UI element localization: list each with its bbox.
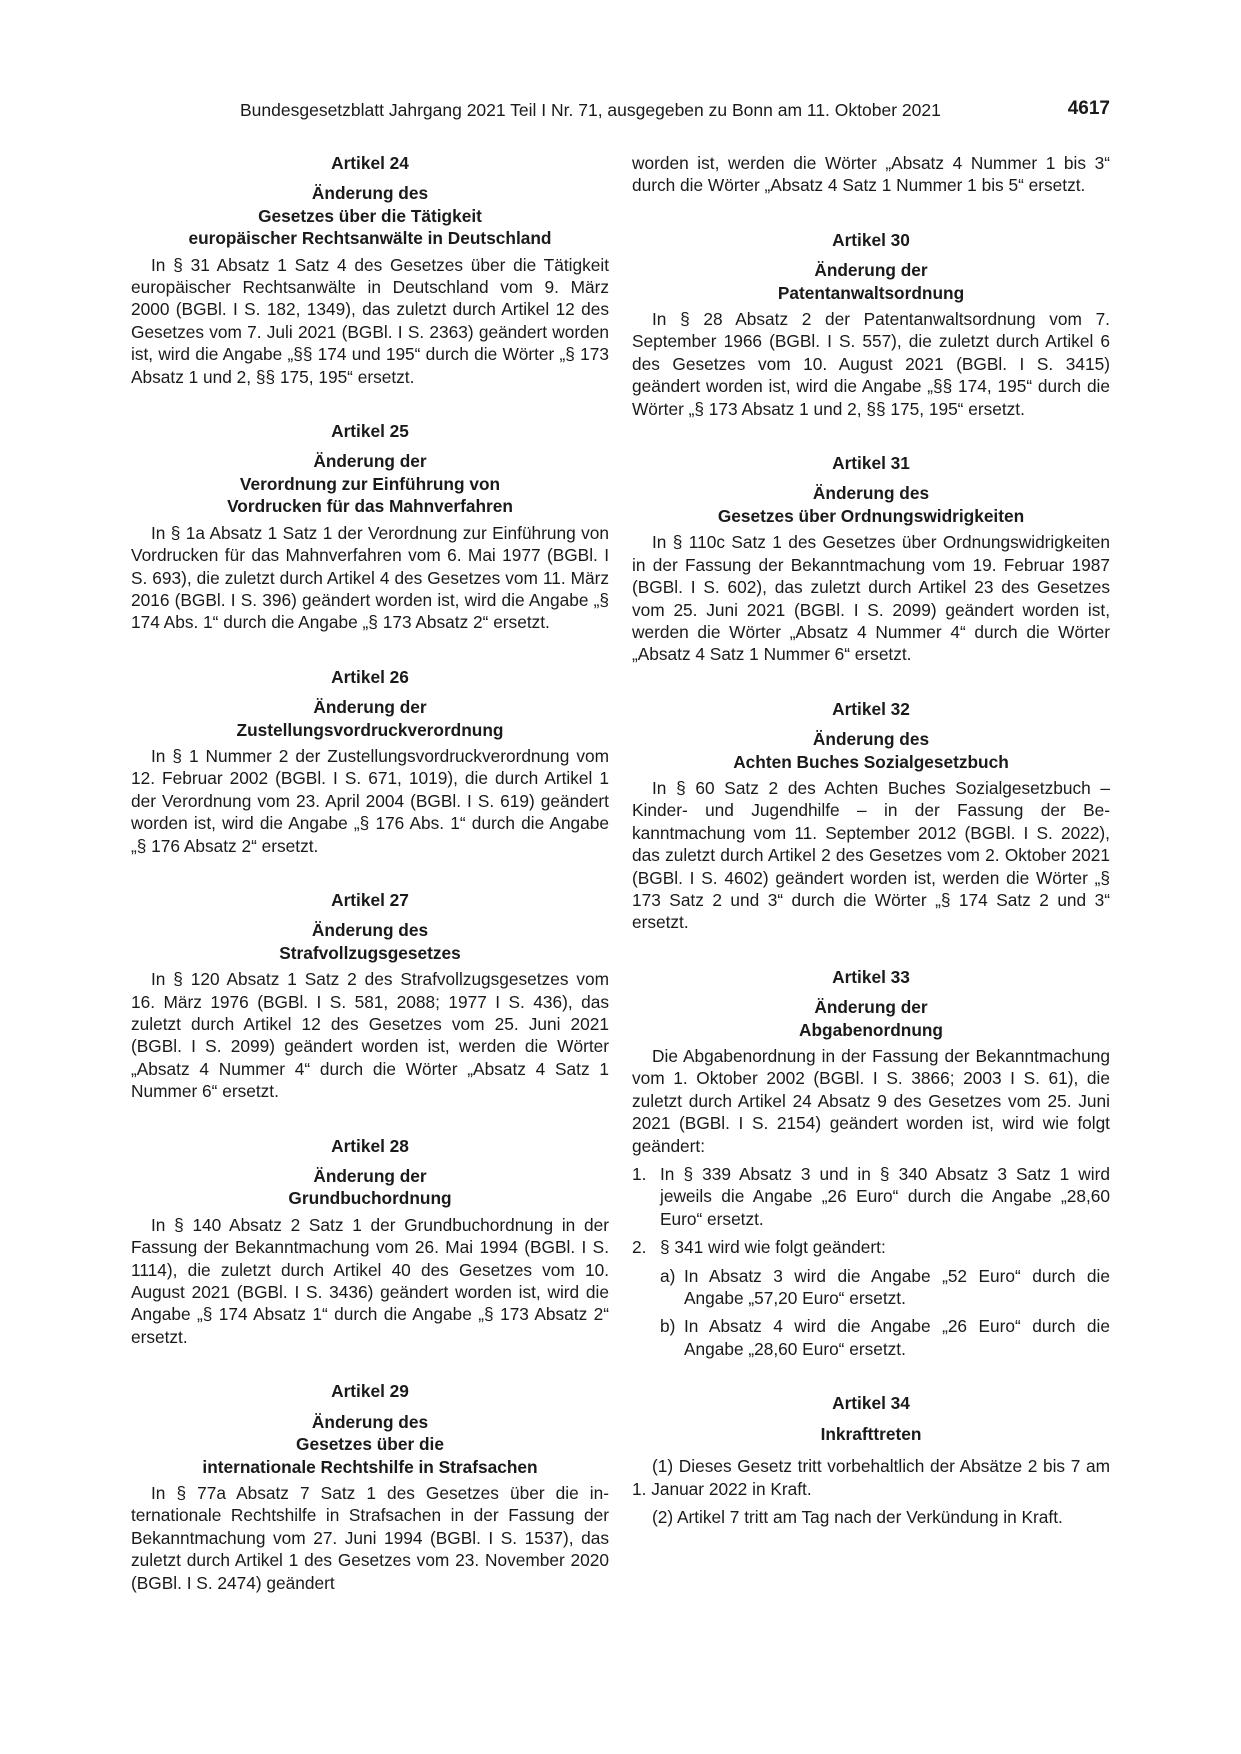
article-text: In § 120 Absatz 1 Satz 2 des Strafvollzugsgesetzes vom 16. März 1976 (BGBl. I S. 581, 2088; 1977 I S. 436), das zuletzt durch Artikel 12 des Gesetzes vom 25. Juni 2021 (BGBl. I S. 2099) geändert worden ist, werden die Wörter „Absatz 4 Nummer 4“ durch die Wörter „Absatz 4 Satz 1 Nummer 6“ ersetzt. (131, 969, 609, 1102)
article-text: Die Abgabenordnung in der Fassung der Bekanntmachung vom 1. Oktober 2002 (BGBl. I S. 3866; 2003 I S. 61), die zuletzt durch Artikel 24 Absatz 9 des Gesetzes vom 25. Juni 2021 (BGBl. I S. 2154) geändert worden ist, wird wie folgt geändert: (632, 1046, 1110, 1156)
sub-list (660, 1265, 1110, 1361)
article-26 (131, 666, 609, 857)
article-heading: Änderung der Grundbuchordnung (288, 1166, 452, 1209)
article-text: In § 1a Absatz 1 Satz 1 der Verordnung zur Einführung von Vordrucken für das Mahnverfahren vom 6. Mai 1977 (BGBl. I S. 693), die zuletzt durch Artikel 4 des Gesetzes vom 11. März 2016 (BGBl. I S. 396) geändert worden ist, wird die Angabe „§ 174 Abs. 1“ durch die Angabe „§ 173 Absatz 2“ ersetzt. (131, 522, 609, 633)
article-title: Artikel 28 (331, 1135, 409, 1156)
amendment-list (632, 1163, 1110, 1360)
list-item: 2. § 341 wird wie folgt geändert: a) In Absatz 3 wird die Angabe „52 Euro“ durch die Angabe „57,20 Euro“ ersetzt. b) In Absatz 4 wird die Angabe „26 Euro“ durch die Angabe „28,60 Euro“ ersetzt. (632, 1237, 1110, 1359)
article-text: In § 1 Nummer 2 der Zustellungsvordruckverordnung vom 12. Februar 2002 (BGBl. I S. 671, 1019), die durch Artikel 1 der Verordnung vom 23. April 2004 (BGBl. I S. 619) geändert worden ist, wird die Angabe „§ 176 Abs. 1“ durch die Angabe „§ 176 Absatz 2“ ersetzt. (131, 745, 609, 856)
list-item: b) In Absatz 4 wird die Angabe „26 Euro“ durch die Angabe „28,60 Euro“ ersetzt. (660, 1316, 1110, 1359)
page-header (240, 100, 1110, 126)
article-heading: Änderung der Verordnung zur Einführung von Vordrucken für das Mahnverfahren (227, 451, 513, 517)
article-paragraph: (2) Artikel 7 tritt am Tag nach der Verkündung in Kraft. (652, 1506, 1063, 1527)
article-heading: Änderung der Zustellungsvordruckverordnung (236, 697, 504, 740)
article-heading: Änderung des Gesetzes über Ordnungswidrigkeiten (717, 483, 1025, 526)
article-heading: Änderung des Achten Buches Sozialgesetzbuch (733, 729, 1009, 772)
article-title: Artikel 25 (331, 421, 409, 442)
article-title: Artikel 33 (832, 966, 910, 987)
article-heading: Änderung des Gesetzes über die Tätigkeit europäischer Rechtsanwälte in Deutschland (188, 183, 552, 249)
article-heading: Änderung des Strafvollzugsgesetzes (279, 920, 461, 963)
list-item: a) In Absatz 3 wird die Angabe „52 Euro“ durch die Angabe „57,20 Euro“ ersetzt. (660, 1265, 1110, 1309)
article-29-continuation: worden ist, werden die Wörter „Absatz 4 Nummer 1 bis 3“ durch die Wörter „Absatz 4 Satz 1 Nummer 1 bis 5“ ersetzt. (632, 153, 1110, 196)
page-number: 4617 (1067, 98, 1110, 119)
right-column (632, 152, 1110, 1528)
article-heading: Änderung des Gesetzes über die internationale Rechtshilfe in Strafsachen (202, 1411, 538, 1477)
article-text: In § 140 Absatz 2 Satz 1 der Grundbuchordnung in der Fassung der Bekanntmachung vom 26. Mai 1994 (BGBl. I S. 1114), die zuletzt durch Artikel 40 des Gesetzes vom 10. August 2021 (BGBl. I S. 3436) geändert worden ist, wird die Angabe „§ 174 Absatz 1“ durch die Angabe „§ 173 Absatz 2“ ersetzt. (131, 1214, 609, 1347)
article-title: Artikel 27 (331, 889, 409, 910)
list-item: 1. In § 339 Absatz 3 und in § 340 Absatz 3 Satz 1 wird jeweils die Angabe „26 Euro“ durch die Angabe „28,60 Euro“ ersetzt. (632, 1164, 1110, 1229)
article-29 (131, 1380, 609, 1594)
article-heading: Änderung der Abgabenordnung (799, 997, 943, 1040)
article-title: Artikel 31 (832, 453, 910, 474)
article-25 (131, 420, 609, 634)
article-title: Artikel 26 (331, 666, 409, 687)
article-heading: Änderung der Patentanwaltsordnung (777, 260, 965, 303)
article-title: Artikel 34 (832, 1393, 910, 1414)
article-title: Artikel 29 (331, 1381, 409, 1402)
article-heading: Inkrafttreten (820, 1423, 922, 1444)
article-text: In § 28 Absatz 2 der Patentanwaltsordnung vom 7. September 1966 (BGBl. I S. 557), die zuletzt durch Artikel 6 des Gesetzes vom 10. August 2021 (BGBl. I S. 3415) geändert worden ist, wird die Angabe „§§ 174, 195“ durch die Wörter „§ 173 Absatz 1 und 2, §§ 175, 195“ ersetzt. (632, 309, 1110, 419)
article-title: Artikel 24 (331, 153, 409, 173)
article-paragraph: (1) Dieses Gesetz tritt vorbehaltlich der Absätze 2 bis 7 am 1. Januar 2022 in Kraft. (632, 1456, 1110, 1499)
gazette-title: Bundesgesetzblatt Jahrgang 2021 Teil I Nr. 71, ausgegeben zu Bonn am 11. Oktober 2021 (240, 100, 941, 120)
article-text: In § 110c Satz 1 des Gesetzes über Ordnungswidrigkeiten in der Fassung der Bekanntmachung vom 19. Februar 1987 (BGBl. I S. 602), das zuletzt durch Artikel 23 des Gesetzes vom 25. Juni 2021 (BGBl. I S. 2099) geändert worden ist, werden die Wörter „Absatz 4 Nummer 4“ durch die Wörter „Absatz 4 Satz 1 Nummer 6“ ersetzt. (632, 532, 1110, 665)
article-title: Artikel 32 (832, 698, 910, 719)
article-text: In § 77a Absatz 7 Satz 1 des Gesetzes über die internationale Rechtshilfe in Strafsachen in der Fassung der Bekanntmachung vom 27. Juni 1994 (BGBl. I S. 1537), das zuletzt durch Artikel 1 des Gesetzes vom 23. November 2020 (BGBl. I S. 2474) geändert (131, 1482, 609, 1593)
article-32 (632, 698, 1110, 934)
article-28 (131, 1135, 609, 1349)
left-column (131, 152, 609, 1594)
article-title: Artikel 30 (832, 229, 910, 250)
article-text: In § 60 Satz 2 des Achten Buches Sozialgesetzbuch – Kinder- und Jugendhilfe – in der Fassung der Bekanntmachung vom 11. September 2012 (BGBl. I S. 2022), das zuletzt durch Artikel 2 des Gesetzes vom 2. Oktober 2021 (BGBl. I S. 4602) geändert worden ist, werden die Wörter „§ 173 Satz 2 und 3“ durch die Wörter „§ 174 Satz 2 und 3“ ersetzt. (632, 777, 1110, 933)
article-31 (632, 452, 1110, 666)
article-34 (632, 1392, 1110, 1528)
article-27 (131, 889, 609, 1103)
article-text: In § 31 Absatz 1 Satz 4 des Gesetzes über die Tätigkeit europäischer Rechtsanwälte in Deutschland vom 9. März 2000 (BGBl. I S. 182, 1349), das zuletzt durch Artikel 12 des Gesetzes vom 7. Juli 2021 (BGBl. I S. 2363) geändert worden ist, wird die Angabe „§§ 174 und 195“ durch die Wörter „§ 173 Absatz 1 und 2, §§ 175, 195“ ersetzt. (131, 254, 609, 387)
article-30 (632, 229, 1110, 420)
article-33 (632, 966, 1110, 1361)
article-24 (131, 152, 609, 388)
